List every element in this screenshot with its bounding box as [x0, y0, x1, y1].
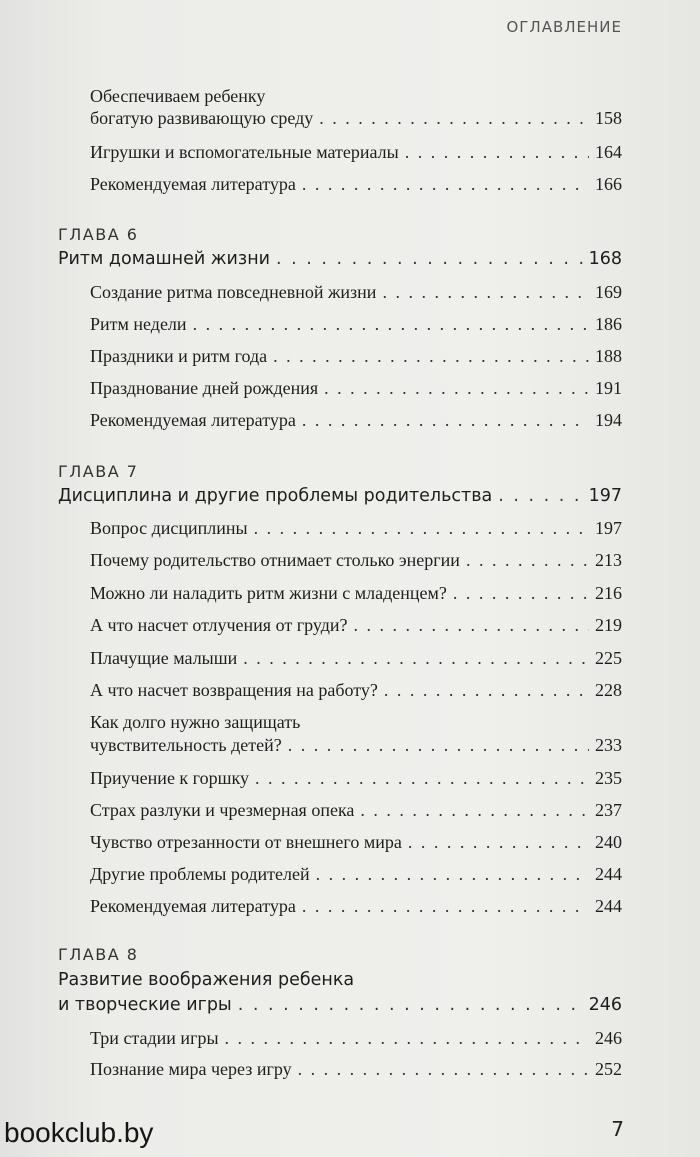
toc-page-number: 168 [588, 249, 622, 269]
leader-dots [466, 550, 589, 571]
leader-dots [360, 800, 589, 821]
toc-entry-title: А что насчет возвращения на работу? [90, 680, 378, 700]
toc-entry [90, 378, 622, 399]
toc-entry [90, 410, 622, 431]
toc-page-number: 169 [595, 282, 622, 302]
leader-dots [273, 346, 589, 367]
toc-entry [90, 142, 622, 163]
toc-entry-title: Познание мира через игру [90, 1059, 292, 1079]
toc-entry [90, 518, 622, 539]
toc-entry [90, 108, 622, 129]
toc-entry [90, 648, 622, 669]
toc-page-number: 186 [595, 314, 622, 334]
toc-entry [90, 768, 622, 789]
chapter-title: и творческие игры [58, 995, 232, 1015]
toc-entry-title: Три стадии игры [90, 1028, 219, 1048]
toc-entry [90, 800, 622, 821]
toc-page-number: 228 [595, 680, 622, 700]
chapter-title: Дисциплина и другие проблемы родительства [58, 486, 493, 506]
leader-dots [276, 249, 583, 269]
toc-entry-title: Рекомендуемая литература [90, 174, 296, 194]
chapter-label: ГЛАВА 8 [58, 945, 139, 964]
toc-entry-title-line1: Как долго нужно защищать [90, 712, 301, 732]
toc-page-number: 191 [595, 378, 622, 398]
toc-entry-title: А что насчет отлучения от груди? [90, 615, 348, 635]
toc-entry-title: Страх разлуки и чрезмерная опека [90, 800, 355, 820]
toc-entry [90, 735, 622, 756]
leader-dots [254, 518, 589, 539]
toc-page-number: 246 [595, 1028, 622, 1048]
toc-page-number: 235 [595, 768, 622, 788]
toc-entry-title: Создание ритма повседневной жизни [90, 282, 377, 302]
toc-entry [90, 896, 622, 917]
toc-page-number: 216 [595, 583, 622, 603]
chapter-label: ГЛАВА 6 [58, 225, 139, 244]
running-head: ОГЛАВЛЕНИЕ [506, 18, 622, 36]
leader-dots [255, 768, 589, 789]
leader-dots [225, 1028, 589, 1049]
toc-entry [90, 174, 622, 195]
toc-entry [90, 1028, 622, 1049]
toc-entry [90, 314, 622, 335]
leader-dots [302, 896, 589, 917]
leader-dots [498, 486, 582, 506]
toc-page-number: 219 [595, 615, 622, 635]
toc-entry-title: Праздники и ритм года [90, 346, 268, 366]
toc-entry [90, 864, 622, 885]
toc-entry-title: Празднование дней рождения [90, 378, 319, 398]
toc-page-number: 246 [588, 995, 622, 1015]
leader-dots [319, 108, 589, 129]
toc-page-number: 244 [595, 864, 622, 884]
toc-entry [90, 1059, 622, 1080]
toc-entry-title: Плачущие малыши [90, 648, 238, 668]
leader-dots [302, 174, 589, 195]
leader-dots [298, 1059, 589, 1080]
toc-entry-title: Рекомендуемая литература [90, 896, 296, 916]
toc-entry-title: чувствительность детей? [90, 735, 282, 755]
toc-page-number: 233 [595, 735, 622, 755]
leader-dots [453, 583, 589, 604]
leader-dots [324, 378, 589, 399]
toc-page-number: 194 [595, 410, 622, 430]
chapter-label: ГЛАВА 7 [58, 462, 139, 481]
toc-entry [90, 550, 622, 571]
watermark-text: bookclub.by [4, 1117, 154, 1148]
toc-page-number: 158 [595, 108, 622, 128]
leader-dots [302, 410, 589, 431]
chapter-title-line1: Развитие воображения ребенка [58, 970, 355, 990]
toc-page-number: 197 [588, 486, 622, 506]
toc-entry-title: Чувство отрезанности от внешнего мира [90, 832, 402, 852]
toc-entry [90, 832, 622, 853]
leader-dots [382, 282, 589, 303]
leader-dots [288, 735, 589, 756]
toc-entry-title: Другие проблемы родителей [90, 864, 310, 884]
toc-entry [90, 346, 622, 367]
toc-entry-title: Вопрос дисциплины [90, 518, 248, 538]
toc-page-number: 164 [595, 142, 622, 162]
leader-dots [316, 864, 589, 885]
toc-page-number: 237 [595, 800, 622, 820]
toc-entry-title: богатую развивающую среду [90, 108, 314, 128]
chapter-title-entry [58, 486, 622, 506]
toc-page-number: 213 [595, 550, 622, 570]
chapter-title: Ритм домашней жизни [58, 249, 271, 269]
toc-page-number: 166 [595, 174, 622, 194]
toc-entry-title: Можно ли наладить ритм жизни с младенцем? [90, 583, 447, 603]
toc-page-number: 188 [595, 346, 622, 366]
toc-entry-title: Приучение к горшку [90, 768, 249, 788]
toc-page-number: 197 [595, 518, 622, 538]
toc-entry-title: Игрушки и вспомогательные материалы [90, 142, 399, 162]
toc-entry [90, 282, 622, 303]
chapter-title-entry [58, 995, 622, 1015]
toc-entry [90, 680, 622, 701]
page-number: 7 [611, 1117, 624, 1141]
toc-entry [90, 583, 622, 604]
leader-dots [238, 995, 583, 1015]
chapter-title-entry [58, 249, 622, 269]
leader-dots [384, 680, 589, 701]
toc-entry-title: Рекомендуемая литература [90, 410, 296, 430]
toc-entry-title-line1: Обеспечиваем ребенку [90, 86, 266, 106]
toc-page-number: 244 [595, 896, 622, 916]
toc-page-number: 252 [595, 1059, 622, 1079]
toc-entry [90, 615, 622, 636]
leader-dots [193, 314, 589, 335]
leader-dots [354, 615, 589, 636]
toc-entry-title: Ритм недели [90, 314, 187, 334]
leader-dots [408, 832, 589, 853]
toc-entry-title: Почему родительство отнимает столько энергии [90, 550, 460, 570]
leader-dots [405, 142, 589, 163]
leader-dots [243, 648, 589, 669]
toc-page-number: 225 [595, 648, 622, 668]
toc-page-number: 240 [595, 832, 622, 852]
